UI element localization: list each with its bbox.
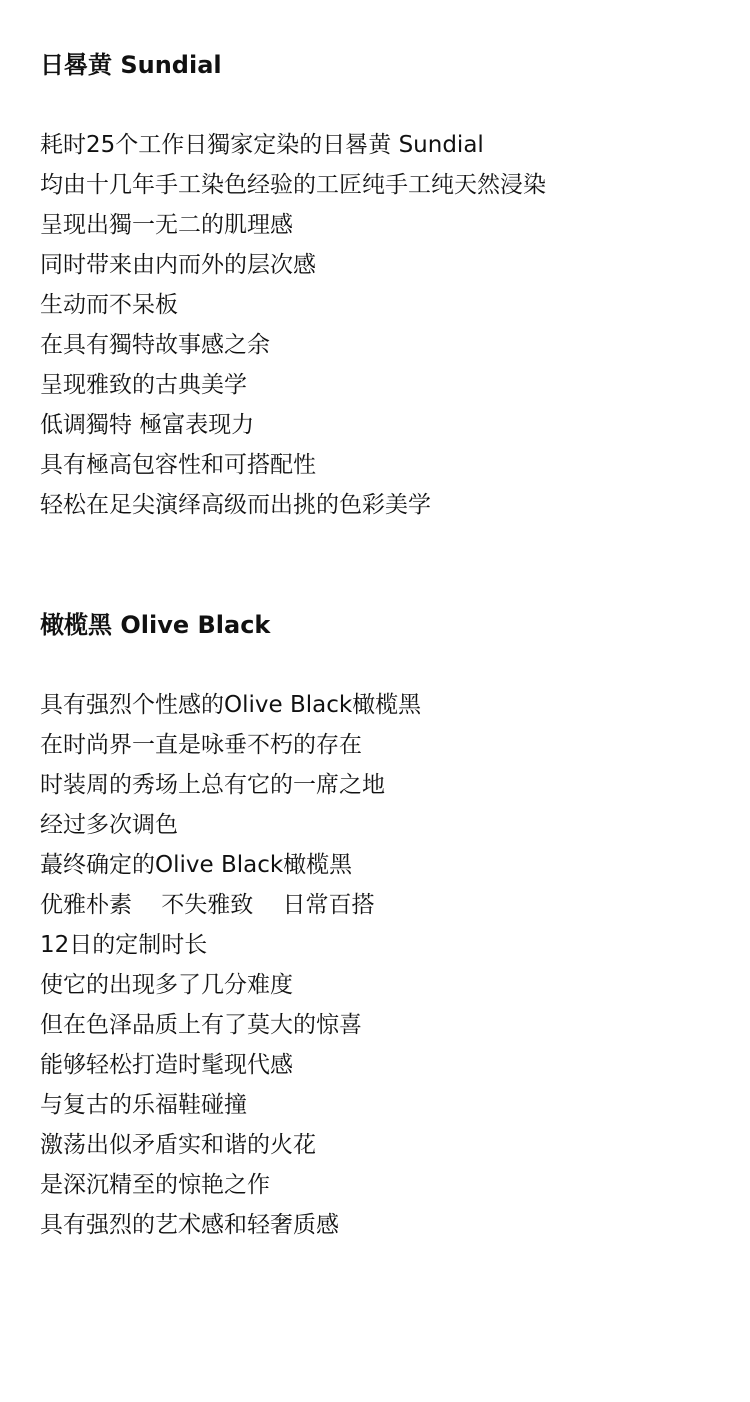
description-line: 与复古的乐福鞋碰撞 [40,1092,247,1118]
description-line: 经过多次调色 [40,812,178,838]
description-line: 均由十几年手工染色经验的工匠纯手工纯天然浸染 [40,172,546,198]
description-line: 时装周的秀场上总有它的一席之地 [40,772,385,798]
description-line: 呈现雅致的古典美学 [40,372,247,398]
description-lines [40,685,720,1245]
description-line: 具有强烈的艺术感和轻奢质感 [40,1212,339,1238]
description-line: 使它的出现多了几分难度 [40,972,293,998]
section-title: 日晷黄 Sundial [40,51,222,79]
description-line: 是深沉精至的惊艳之作 [40,1172,270,1198]
description-line: 生动而不呆板 [40,292,178,318]
description-lines [40,125,720,525]
description-line: 能够轻松打造时髦现代感 [40,1052,293,1078]
color-section-sundial [40,45,720,525]
description-line: 轻松在足尖演绎高级而出挑的色彩美学 [40,492,431,518]
description-line: 优雅朴素 不失雅致 日常百搭 [40,892,375,918]
description-line: 具有强烈个性感的Olive Black橄榄黑 [40,692,422,718]
description-line: 但在色泽品质上有了莫大的惊喜 [40,1012,362,1038]
color-section-olive-black [40,605,720,1245]
description-line: 蕞终确定的Olive Black橄榄黑 [40,852,353,878]
description-line: 呈现出獨一无二的肌理感 [40,212,293,238]
description-line: 激荡出似矛盾实和谐的火花 [40,1132,316,1158]
description-line: 具有極高包容性和可搭配性 [40,452,316,478]
description-line: 低调獨特 極富表现力 [40,412,255,438]
description-line: 12日的定制时长 [40,932,208,958]
description-line: 同时带来由内而外的层次感 [40,252,316,278]
description-line: 耗时25个工作日獨家定染的日晷黄 Sundial [40,132,484,158]
section-title: 橄榄黑 Olive Black [40,611,271,639]
description-line: 在时尚界一直是咏垂不朽的存在 [40,732,362,758]
description-line: 在具有獨特故事感之余 [40,332,270,358]
